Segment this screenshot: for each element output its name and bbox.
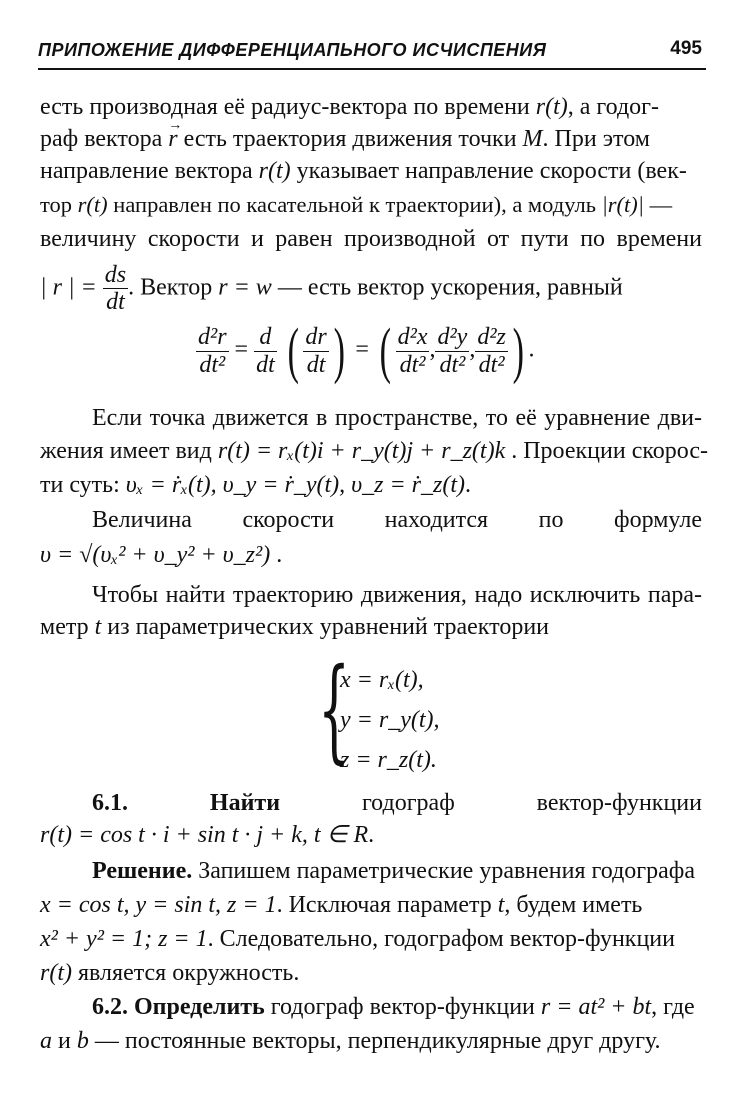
text: величину скорости и равен производной от пути по времени	[40, 226, 702, 252]
text-line	[92, 403, 702, 433]
text: — есть вектор ускорения, равный	[277, 274, 623, 301]
page-number: 495	[670, 38, 702, 59]
math-inline: r(t)	[258, 158, 291, 184]
text: . Вектор	[128, 274, 213, 301]
text: , а годог-	[567, 94, 660, 120]
text-line: метр t из параметрических уравнений траектории	[40, 614, 550, 640]
text: . Проекции скорос-	[511, 438, 709, 464]
math-inline: r(t)	[40, 960, 72, 986]
speed-formula: υ = √(υₓ² + υ_y² + υ_z²)	[40, 542, 271, 568]
problem-6-2-heading: 6.2. Определить годограф вектор-функции r = at² + bt, где	[92, 994, 695, 1020]
text-line	[40, 436, 709, 466]
fraction-ds-dt: $\frac{ds}{dt}$	[104, 262, 127, 316]
text: .	[465, 472, 472, 498]
fraction: $\frac{\text{d²y}}{\text{dt²}}$	[437, 324, 468, 378]
math-inline: → r	[168, 124, 177, 154]
chapter-title: ПРИПОЖЕНИЕ ДИФФЕРЕНЦИАПЬНОГО ИСЧИСПЕНИЯ	[38, 40, 547, 60]
math-inline: r(t) = rₓ(t)i + r_y(t)j + r_z(t)k	[217, 438, 506, 464]
text: есть производная её радиус-вектора по времени	[40, 94, 530, 120]
text-line	[40, 92, 702, 122]
text-line	[40, 470, 702, 500]
fraction: $\frac{d}{dt}$	[256, 324, 275, 378]
text-line: Величина скорости находится по формуле	[92, 507, 702, 533]
math-inline: r(t) = cos t · i + sin t · j + k, t ∈ R	[40, 822, 369, 848]
running-header	[38, 38, 706, 70]
system-row: z = r_z(t).	[340, 747, 437, 773]
text: ти суть:	[40, 472, 120, 498]
text-line: υ = √(υₓ² + υ_y² + υ_z²) .	[40, 542, 283, 568]
text-line: x² + y² = 1; z = 1. Следовательно, годографом вектор-функции	[40, 926, 675, 952]
fraction: $\frac{\text{d²r}}{\text{dt²}}$	[198, 324, 227, 378]
text: жения имеет вид	[40, 438, 212, 464]
text-line: Решение. Запишем параметрические уравнения годографа	[92, 858, 695, 884]
system-row: x = rₓ(t),	[340, 667, 424, 693]
text-line	[40, 156, 702, 186]
acceleration-equation: $\frac{\text{d²r}}{\text{dt²}}$ = $\frac{d}{dt}$ ( $\frac{dr}{dt}$ ) = ( $\frac{\text{d²x}}{\text{dt²}}$ , $\frac{\text{d²y}}{\text{dt²}}$ , $\frac{\text{d²z}}{\text{dt²}}$ ) .	[198, 317, 535, 385]
text: тор	[40, 192, 73, 217]
text: есть траектория движения точки	[183, 126, 517, 152]
math-inline: x² + y² = 1; z = 1	[40, 926, 208, 952]
math-inline: |r(t)|	[601, 192, 644, 217]
text-line: x = cos t, y = sin t, z = 1. Исключая параметр t, будем иметь	[40, 892, 643, 918]
text-line	[40, 190, 702, 220]
brace-icon: {	[318, 645, 351, 775]
fraction: $\frac{\text{d²z}}{\text{dt²}}$	[477, 324, 506, 378]
math-inline: r(t)	[535, 94, 568, 120]
text-line: r(t) = cos t · i + sin t · j + k, t ∈ R.	[40, 822, 375, 848]
problem-6-1-heading: 6.1. Найти годограф вектор-функции	[92, 790, 702, 816]
text-line	[40, 262, 702, 316]
text: Если точка движется в пространстве, то её уравнение дви-	[92, 405, 702, 431]
math-inline: x = cos t, y = sin t, z = 1	[40, 892, 277, 918]
text: —	[649, 192, 673, 217]
text: раф вектора	[40, 126, 163, 152]
math-inline: r(t)	[77, 192, 108, 217]
text-line: r(t) является окружность.	[40, 960, 300, 986]
fraction: $\frac{\text{d²x}}{\text{dt²}}$	[397, 324, 428, 378]
math-inline: | r | =	[40, 274, 97, 301]
fraction: $\frac{dr}{dt}$	[305, 324, 327, 378]
math-inline: υₓ = ṙₓ(t), υ_y = ṙ_y(t), υ_z = ṙ_z(t)	[125, 472, 466, 498]
text: указывает направление скорости (век-	[296, 158, 687, 184]
text: направление вектора	[40, 158, 253, 184]
math-inline: r = w	[218, 274, 272, 301]
text: . При этом	[542, 126, 650, 152]
math-inline: M	[522, 126, 543, 152]
math-inline: r = at² + bt	[540, 994, 652, 1020]
text: направлен по касательной к траектории), а модуль	[113, 192, 596, 217]
system-row: y = r_y(t),	[340, 707, 440, 733]
text-line: a и b — постоянные векторы, перпендикулярные друг другу.	[40, 1028, 661, 1054]
text-line: Чтобы найти траекторию движения, надо исключить пара-	[92, 582, 702, 608]
solution-label: Решение.	[92, 858, 193, 884]
text-line	[40, 224, 702, 254]
text-line	[40, 124, 702, 154]
